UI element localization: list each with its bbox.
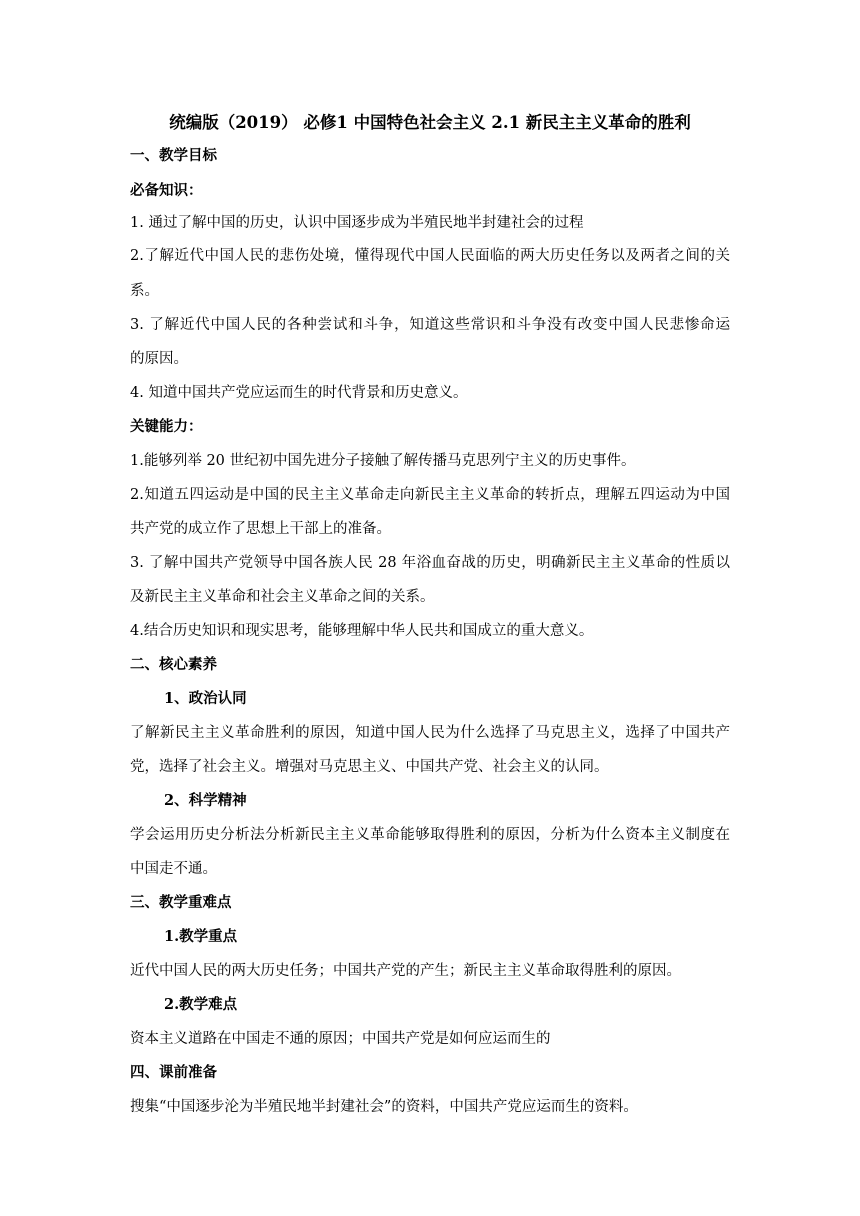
subheading-teaching-difficulty: 2.教学难点 <box>164 996 238 1013</box>
paragraph-line: 中国走不通。 <box>130 861 217 877</box>
subheading-key-ability: 关键能力： <box>130 418 203 435</box>
paragraph-line: 系。 <box>130 283 159 299</box>
subheading-political-identity: 1、政治认同 <box>164 690 247 707</box>
paragraph-line: 4. 知道中国共产党应运而生的时代背景和历史意义。 <box>130 385 468 401</box>
paragraph-line: 1.能够列举 20 世纪初中国先进分子接触了解传播马克思列宁主义的历史事件。 <box>130 453 636 469</box>
paragraph-line: 4.结合历史知识和现实思考，能够理解中华人民共和国成立的重大意义。 <box>130 623 594 639</box>
paragraph-line: 共产党的成立作了思想上干部上的准备。 <box>130 521 391 537</box>
paragraph-line: 1. 通过了解中国的历史，认识中国逐步成为半殖民地半封建社会的过程 <box>130 215 584 231</box>
document-title: 统编版（2019） 必修1 中国特色社会主义 2.1 新民主主义革命的胜利 <box>169 113 691 132</box>
paragraph-line: 2.了解近代中国人民的悲伤处境，懂得现代中国人民面临的两大历史任务以及两者之间的关 <box>130 248 730 264</box>
section-heading-class-preparation: 四、课前准备 <box>130 1064 217 1081</box>
paragraph-line: 的原因。 <box>130 351 188 367</box>
section-heading-teaching-goals: 一、教学目标 <box>130 147 217 164</box>
paragraph-line: 学会运用历史分析法分析新民主主义革命能够取得胜利的原因，分析为什么资本主义制度在 <box>130 827 730 843</box>
paragraph-line: 3. 了解近代中国人民的各种尝试和斗争，知道这些常识和斗争没有改变中国人民悲惨命运 <box>130 317 730 333</box>
paragraph-line: 3. 了解中国共产党领导中国各族人民 28 年浴血奋战的历史，明确新民主主义革命的性质以 <box>130 555 730 571</box>
paragraph-line: 党，选择了社会主义。增强对马克思主义、中国共产党、社会主义的认同。 <box>130 759 609 775</box>
subheading-teaching-focus: 1.教学重点 <box>164 928 238 945</box>
paragraph-line: 近代中国人民的两大历史任务；中国共产党的产生；新民主主义革命取得胜利的原因。 <box>130 963 681 979</box>
paragraph-line: 资本主义道路在中国走不通的原因；中国共产党是如何应运而生的 <box>130 1031 551 1047</box>
subheading-scientific-spirit: 2、科学精神 <box>164 792 247 809</box>
subheading-essential-knowledge: 必备知识： <box>130 182 203 199</box>
section-heading-key-difficult-points: 三、教学重难点 <box>130 894 232 911</box>
paragraph-line: 及新民主主义革命和社会主义革命之间的关系。 <box>130 589 435 605</box>
section-heading-core-literacy: 二、核心素养 <box>130 656 217 673</box>
paragraph-line: 2.知道五四运动是中国的民主主义革命走向新民主主义革命的转折点，理解五四运动为中国 <box>130 487 730 503</box>
paragraph-line: 了解新民主主义革命胜利的原因，知道中国人民为什么选择了马克思主义，选择了中国共产 <box>130 725 730 741</box>
paragraph-line: 搜集“中国逐步沦为半殖民地半封建社会”的资料，中国共产党应运而生的资料。 <box>130 1099 638 1115</box>
